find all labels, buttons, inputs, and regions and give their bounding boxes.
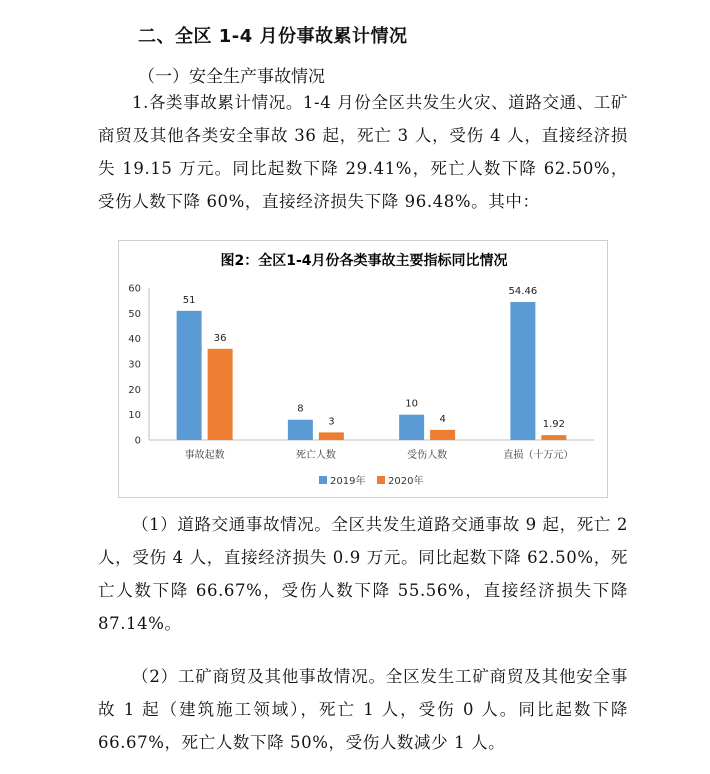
- bar-chart: [119, 241, 609, 499]
- data-label: 4: [439, 413, 446, 425]
- chart-title: 图2：全区1-4月份各类事故主要指标同比情况: [220, 253, 508, 269]
- bar-2019年-受伤人数: [399, 415, 424, 440]
- data-label: 51: [182, 294, 196, 306]
- y-tick-label: 0: [134, 435, 141, 447]
- x-tick-label: 受伤人数: [407, 450, 448, 461]
- y-tick-label: 40: [128, 334, 141, 346]
- paragraph-overview: 1.各类事故累计情况。1-4 月份全区共发生火灾、道路交通、工矿商贸及其他各类安全事故 36 起，死亡 3 人，受伤 4 人，直接经济损失 19.15 万元。同比起数下降 29.41%，死亡人数下降 62.50%，受伤人数下降 60%，直接经济损失下降 96.48%。其中：: [98, 93, 628, 211]
- section-heading: 二、全区 1-4 月份事故累计情况: [138, 26, 408, 47]
- bar-2020年-受伤人数: [430, 430, 455, 440]
- y-tick-label: 50: [128, 308, 141, 320]
- bar-2019年-死亡人数: [288, 420, 313, 440]
- subsection-heading: （一）安全生产事故情况: [138, 67, 325, 87]
- chart-figure: [118, 240, 608, 498]
- paragraph-road-traffic: （1）道路交通事故情况。全区共发生道路交通事故 9 起，死亡 2 人，受伤 4 人，直接经济损失 0.9 万元。同比起数下降 62.50%，死亡人数下降 66.67%，受伤人数下降 55.56%，直接经济损失下降 87.14%。: [98, 515, 628, 633]
- legend-label: 2020年: [388, 476, 424, 487]
- y-tick-label: 20: [128, 384, 141, 396]
- bar-2020年-直损（十万元）: [541, 435, 566, 440]
- data-label: 36: [213, 332, 227, 344]
- x-tick-label: 直损（十万元）: [503, 450, 574, 461]
- y-tick-label: 60: [128, 283, 141, 295]
- data-label: 3: [328, 416, 335, 428]
- bar-2019年-直损（十万元）: [510, 302, 535, 440]
- paragraph-industrial: （2）工矿商贸及其他事故情况。全区发生工矿商贸及其他安全事故 1 起（建筑施工领域），死亡 1 人，受伤 0 人。同比起数下降 66.67%，死亡人数下降 50%，受伤人数减少 1 人。: [98, 667, 628, 752]
- legend-swatch: [319, 476, 327, 484]
- legend-swatch: [377, 476, 385, 484]
- data-label: 8: [297, 403, 304, 415]
- data-label: 54.46: [508, 286, 538, 298]
- y-tick-label: 10: [128, 410, 141, 422]
- y-tick-label: 30: [128, 359, 141, 371]
- data-label: 1.92: [542, 419, 566, 431]
- legend-label: 2019年: [330, 476, 366, 487]
- bar-2020年-事故起数: [208, 349, 233, 440]
- x-tick-label: 死亡人数: [295, 450, 336, 461]
- bar-2020年-死亡人数: [319, 432, 344, 440]
- x-tick-label: 事故起数: [184, 450, 225, 461]
- bar-2019年-事故起数: [177, 311, 202, 440]
- data-label: 10: [405, 398, 418, 410]
